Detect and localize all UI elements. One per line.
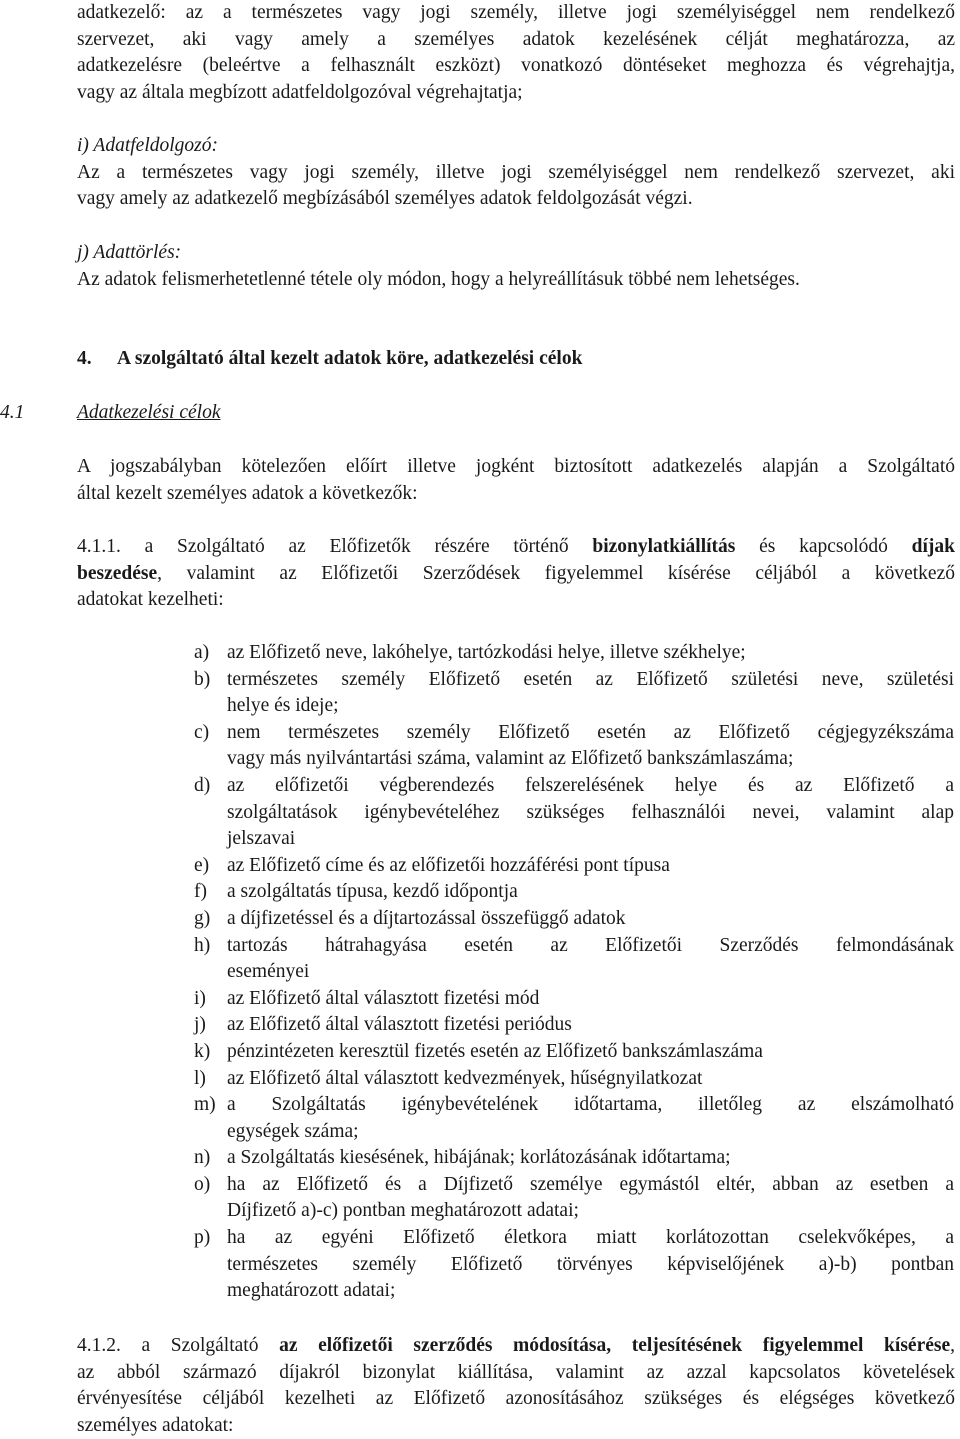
item-text-line: az Előfizető által választott kedvezmények, hűségnyilatkozat: [227, 1067, 703, 1089]
text-run: , valamint az Előfizetői Szerződések figyelemmel kísérése céljából a következő: [157, 562, 955, 584]
item-label: h): [194, 934, 211, 956]
item-label: c): [194, 721, 210, 743]
item-text-line: az Előfizető címe és az előfizetői hozzáférési pont típusa: [227, 854, 670, 876]
list-item: [194, 640, 954, 667]
list-item: [194, 773, 954, 853]
item-text-line: természetes személy Előfizető esetén az Előfizető születési neve, születési: [227, 668, 954, 690]
subsection-number: 4.1: [0, 402, 25, 423]
definition-adatkezelo-paragraph: [77, 0, 955, 106]
item-text-line: az Előfizető által választott fizetési periódus: [227, 1014, 572, 1036]
data-items-list: [194, 640, 954, 1305]
item-text-line: pénzintézeten keresztül fizetés esetén az Előfizető bankszámlaszáma: [227, 1040, 763, 1062]
text-line: személyes adatokat:: [77, 1414, 234, 1436]
item-text-line: a szolgáltatás típusa, kezdő időpontja: [227, 881, 518, 903]
item-label: o): [194, 1173, 211, 1195]
text-line: A jogszabályban kötelezően előírt illetve jogként biztosított adatkezelés alapján a Szolgáltató: [77, 456, 955, 477]
item-label: n): [194, 1147, 211, 1169]
definition-heading: i) Adatfeldolgozó:: [77, 135, 219, 156]
item-label: f): [194, 881, 207, 903]
item-label: l): [194, 1067, 206, 1089]
intro-paragraph: [77, 454, 955, 507]
item-text-line: vagy más nyilvántartási száma, valamint az Előfizető bankszámlaszáma;: [227, 748, 794, 770]
list-item: [194, 1225, 954, 1305]
item-text-line: az Előfizető által választott fizetési mód: [227, 987, 540, 1009]
list-item: [194, 986, 954, 1013]
text-line: adatkezelésre (beleértve a felhasznált eszközt) vonatkozó döntéseket meghozza és végrehajtja,: [77, 55, 955, 77]
text-line: adatokat kezelheti:: [77, 589, 224, 611]
text-line: az abból származó díjakról bizonylat kiállítása, valamint az azzal kapcsolatos követelések: [77, 1361, 955, 1383]
text-line: vagy az általa megbízott adatfeldolgozóval végrehajtatja;: [77, 81, 523, 103]
item-text-line: nem természetes személy Előfizető esetén az Előfizető cégjegyzékszáma: [227, 721, 954, 743]
item-text-line: természetes személy Előfizető törvényes képviselőjének a)-b) pontban: [227, 1253, 954, 1275]
list-item: [194, 720, 954, 773]
item-text-line: tartozás hátrahagyása esetén az Előfizetői Szerződés felmondásának: [227, 934, 954, 956]
list-item: [194, 906, 954, 933]
item-label: i): [194, 987, 206, 1009]
emphasis-bizonylatkiallitas: bizonylatkiállítás: [592, 536, 736, 557]
text-line: adatkezelő: az a természetes vagy jogi személy, illetve jogi személyiséggel nem rendelkező: [77, 2, 955, 23]
item-text-line: az Előfizető neve, lakóhelye, tartózkodási helye, illetve székhelye;: [227, 642, 746, 663]
text-line: [77, 561, 955, 588]
section-4-1-heading: [0, 400, 955, 427]
item-label: k): [194, 1040, 211, 1062]
item-text-line: meghatározott adatai;: [227, 1280, 396, 1302]
subsection-title: Adatkezelési célok: [77, 402, 221, 423]
item-text-line: a Szolgáltatás kiesésének, hibájának; korlátozásának időtartama;: [227, 1147, 731, 1169]
emphasis-szerzodes-modositasa: az előfizetői szerződés módosítása, teljesítésének figyelemmel kísérése: [279, 1335, 951, 1356]
list-item: [194, 667, 954, 720]
text-line: szervezet, aki vagy amely a személyes adatok kezelésének célját meghatározza, az: [77, 28, 955, 50]
item-text-line: az előfizetői végberendezés felszerelésének helye és az Előfizető a: [227, 774, 954, 796]
item-label: d): [194, 774, 211, 796]
text-run: ,: [950, 1335, 955, 1356]
item-label: g): [194, 907, 211, 929]
list-item: [194, 1039, 954, 1066]
definition-heading: j) Adattörlés:: [77, 242, 182, 263]
text-line: vagy amely az adatkezelő megbízásából személyes adatok feldolgozását végzi.: [77, 188, 693, 210]
list-item: [194, 1012, 954, 1039]
emphasis-dijak: díjak: [911, 536, 955, 557]
text-line: [77, 534, 955, 561]
list-item: [194, 879, 954, 906]
item-text-line: a Szolgáltatás igénybevételének időtartama, illetőleg az elszámolható: [227, 1094, 954, 1116]
emphasis-beszedese: beszedése: [77, 562, 158, 584]
list-item: [194, 933, 954, 986]
list-item: [194, 1172, 954, 1225]
item-label: a): [194, 642, 210, 663]
item-text-line: jelszavai: [227, 828, 296, 850]
paragraph-4-1-2: [77, 1333, 955, 1439]
item-text-line: ha az Előfizető és a Díjfizető személye egymástól eltér, abban az esetben a: [227, 1173, 954, 1195]
definition-adatfeldolgozo: [77, 133, 955, 213]
item-text-line: egységek száma;: [227, 1120, 359, 1142]
item-label: b): [194, 668, 211, 690]
section-title: A szolgáltató által kezelt adatok köre, adatkezelési célok: [117, 348, 583, 369]
item-text-line: eseményei: [227, 961, 310, 983]
text-line: által kezelt személyes adatok a következők:: [77, 482, 418, 504]
text-line: Az a természetes vagy jogi személy, illetve jogi személyiséggel nem rendelkező szervezet, aki: [77, 161, 955, 183]
item-text-line: a díjfizetéssel és a díjtartozással összefüggő adatok: [227, 907, 626, 929]
definition-text: Az adatok felismerhetetlenné tétele oly módon, hogy a helyreállításuk többé nem lehetséges.: [77, 268, 800, 290]
item-label: j): [194, 1014, 206, 1036]
list-item: [194, 853, 954, 880]
item-text-line: helye és ideje;: [227, 695, 339, 717]
text-line: érvényesítése céljából kezelheti az Előfizető azonosításához szükséges és elégséges következő: [77, 1388, 955, 1410]
text-run: 4.1.2. a Szolgáltató: [77, 1335, 280, 1356]
item-text-line: szolgáltatások igénybevételéhez szükséges felhasználói nevei, valamint alap: [227, 801, 954, 823]
item-text-line: ha az egyéni Előfizető életkora miatt korlátozottan cselekvőképes, a: [227, 1227, 954, 1249]
item-label: p): [194, 1227, 211, 1249]
item-text-line: Díjfizető a)-c) pontban meghatározott adatai;: [227, 1200, 579, 1222]
definition-adattorles: [77, 240, 955, 293]
paragraph-4-1-1: [77, 534, 955, 614]
item-label: e): [194, 854, 210, 876]
text-run: és kapcsolódó: [735, 536, 912, 557]
section-4-heading: [77, 346, 955, 373]
text-line: [77, 1333, 955, 1360]
section-number: 4.: [77, 348, 92, 369]
list-item: [194, 1145, 954, 1172]
text-run: 4.1.1. a Szolgáltató az Előfizetők részére történő: [77, 536, 593, 557]
list-item: [194, 1092, 954, 1145]
list-item: [194, 1066, 954, 1093]
item-label: m): [194, 1094, 216, 1116]
